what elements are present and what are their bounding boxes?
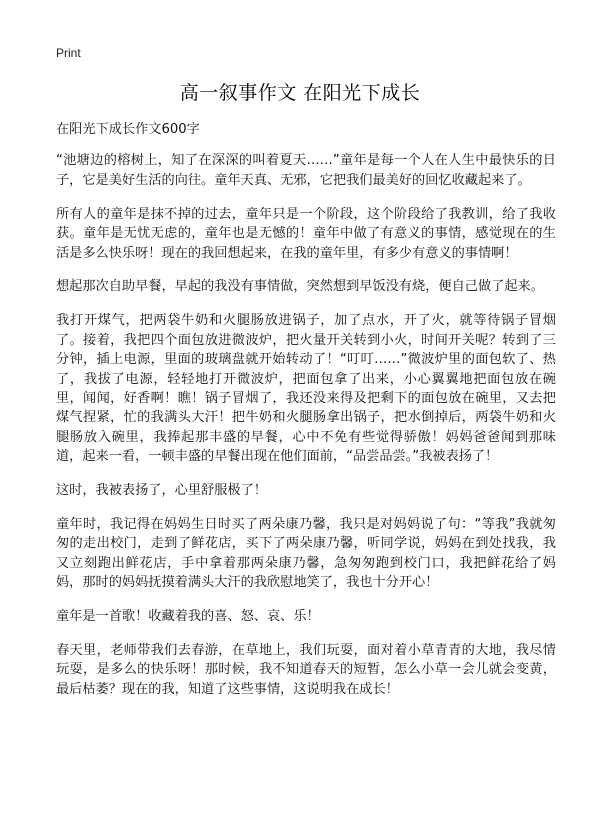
article-body [56, 120, 556, 714]
paragraph: 这时，我被表扬了，心里舒服极了！ [56, 483, 267, 499]
print-link[interactable]: Print [56, 46, 81, 60]
paragraph: 童年是一首歌！收藏着我的喜、怒、哀、乐！ [56, 609, 320, 625]
paragraph: 春天里，老师带我们去春游，在草地上，我们玩耍，面对着小草青青的大地，我尽情玩耍，是多么的快乐呀！那时候，我不知道春天的短暂，怎么小草一会儿就会变黄，最后枯萎？现在的我，知道了这些事情，这说明我在成长！ [56, 643, 556, 697]
paragraph: 所有人的童年是抹不掉的过去，童年只是一个阶段，这个阶段给了我教训，给了我收获。童年是无忧无虑的，童年也是无憾的！童年中做了有意义的事情，感觉现在的生活是多么快乐呀！现在的我回想起来，在我的童年里，有多少有意义的事情啊！ [56, 206, 556, 261]
article-title: 高一叙事作文 在阳光下成长 [179, 82, 421, 104]
paragraph: 童年时，我记得在妈妈生日时买了两朵康乃馨，我只是对妈妈说了句：“等我”我就匆匆的走出校门，走到了鲜花店，买下了两朵康乃馨，听同学说，妈妈在到处找我，我又立刻跑出鲜花店，手中拿着那两朵康乃馨，急匆匆跑到校门口，我把鲜花给了妈妈，那时的妈妈抚摸着满头大汗的我欣慰地笑了，我也十分开心！ [56, 517, 556, 591]
article-subtitle: 在阳光下成长作文600字 [56, 122, 200, 137]
paragraph: 我打开煤气，把两袋牛奶和火腿肠放进锅子，加了点水，开了火，就等待锅子冒烟了。接着，我把四个面包放进微波炉，把火量开关转到小火，时间开关呢？转到了三分钟，插上电源，里面的玻璃盘就开始转动了！“叮叮……”微波炉里的面包软了、热了，我拔了电源，轻轻地打开微波炉，把面包拿了出来，小心翼翼地把面包放在碗里，闻闻，好香啊！瞧！锅子冒烟了，我还没来得及把剩下的面包放在碗里，又去把煤气捏紧，忙的我满头大汗！把牛奶和火腿肠拿出锅子，把水倒掉后，两袋牛奶和火腿肠放入碗里，我捧起那丰盛的早餐，心中不免有些觉得骄傲！妈妈爸爸闻到那味道，起来一看，一顿丰盛的早餐出现在他们面前，“品尝品尝。”我被表扬了！ [56, 313, 556, 465]
paragraph: “池塘边的榕树上，知了在深深的叫着夏天……”童年是每一个人在人生中最快乐的日子，它是美好生活的向往。童年天真、无邪，它把我们最美好的回忆收藏起来了。 [56, 153, 556, 188]
paragraph: 想起那次自助早餐，早起的我没有事情做，突然想到早饭没有烧，便自己做了起来。 [56, 279, 544, 295]
